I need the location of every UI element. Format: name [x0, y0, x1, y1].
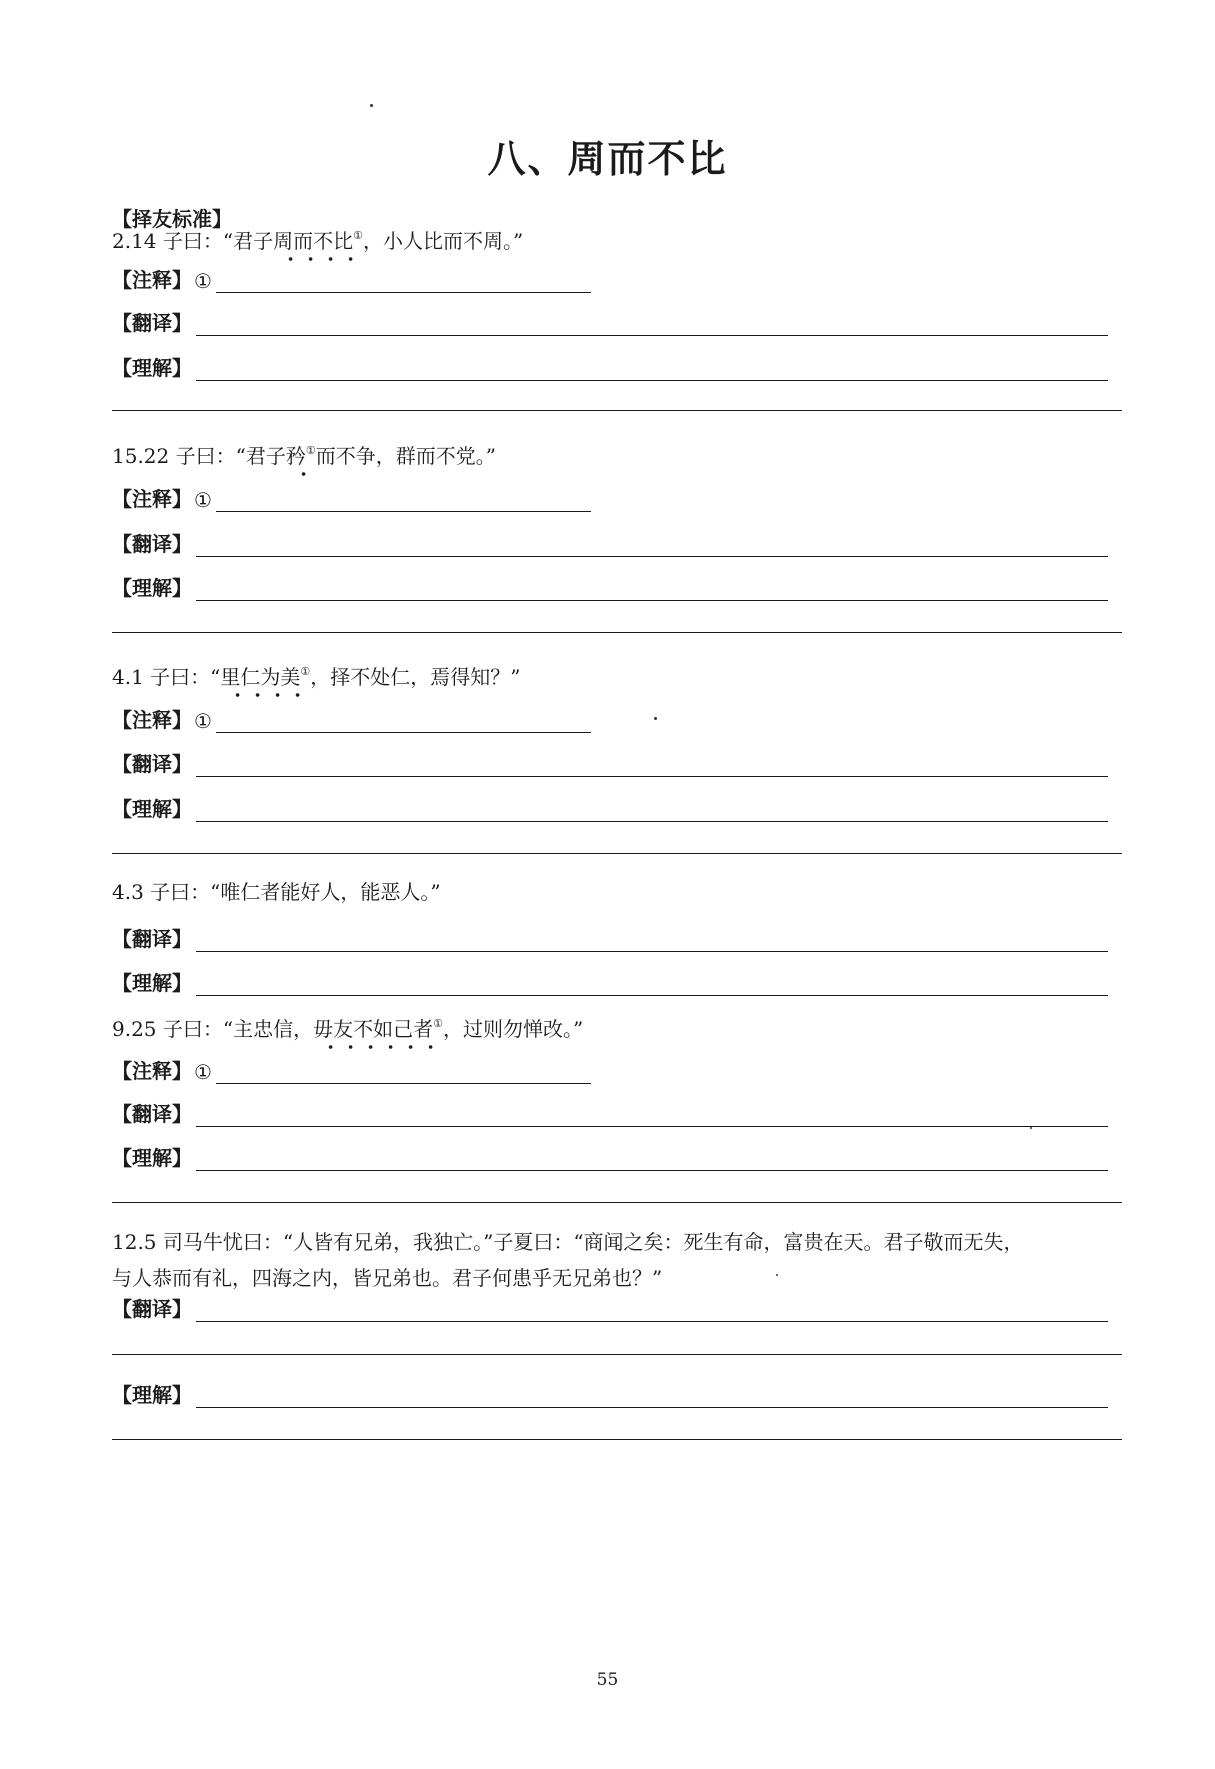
translation-row: [112, 529, 1108, 557]
note-answer-line[interactable]: [216, 270, 591, 293]
page-number: 55: [596, 1670, 619, 1690]
understanding-answer-line[interactable]: [196, 578, 1108, 601]
emphasized-phrase: 毋友不如己者: [313, 1017, 434, 1041]
passage-text: 2.14 子曰：“君子: [112, 229, 274, 253]
note-row: [112, 484, 591, 512]
footnote-number: ①: [194, 488, 212, 512]
note-label: 【注释】: [112, 1059, 192, 1083]
passage-text: 15.22 子曰：“君子: [112, 444, 286, 468]
footnote-marker: ①: [300, 665, 311, 678]
understanding-row: [112, 1380, 1108, 1408]
note-label: 【注释】: [112, 487, 192, 511]
section-heading: 【择友标准】: [112, 207, 232, 231]
translation-label: 【翻译】: [112, 752, 192, 776]
understanding-label: 【理解】: [112, 1146, 192, 1170]
understanding-label: 【理解】: [112, 1383, 192, 1407]
translation-row: [112, 924, 1108, 952]
translation-answer-line[interactable]: [196, 1299, 1108, 1322]
translation-label: 【翻译】: [112, 1297, 192, 1321]
note-row: [112, 705, 591, 733]
note-label: 【注释】: [112, 268, 192, 292]
translation-label: 【翻译】: [112, 532, 192, 556]
page-title: 八、周而不比: [487, 137, 728, 181]
understanding-label: 【理解】: [112, 576, 192, 600]
understanding-answer-line[interactable]: [196, 1148, 1108, 1171]
note-answer-line[interactable]: [216, 489, 591, 512]
passage-4-3: [112, 878, 441, 906]
understanding-answer-line-2[interactable]: [112, 410, 1122, 411]
footnote-number: ①: [194, 269, 212, 293]
translation-answer-line[interactable]: [196, 534, 1108, 557]
passage-text: ，过则勿惮改。”: [443, 1017, 584, 1041]
footnote-number: ①: [194, 709, 212, 733]
emphasized-phrase: 周而不比: [273, 229, 354, 253]
understanding-label: 【理解】: [112, 356, 192, 380]
passage-12-5: [112, 1228, 1024, 1292]
passage-text: 4.3 子曰：“唯仁者能好人，能恶人。”: [112, 880, 441, 904]
understanding-label: 【理解】: [112, 971, 192, 995]
understanding-label: 【理解】: [112, 797, 192, 821]
passage-text: ，择不处仁，焉得知？”: [310, 665, 521, 689]
translation-row: [112, 749, 1108, 777]
note-row: [112, 265, 591, 293]
understanding-answer-line[interactable]: [196, 1385, 1108, 1408]
translation-answer-line-2[interactable]: [112, 1354, 1122, 1355]
passage-15-22: [112, 437, 496, 470]
scan-speck: [1030, 1127, 1032, 1129]
footnote-marker: ①: [305, 444, 316, 457]
note-label: 【注释】: [112, 708, 192, 732]
understanding-row: [112, 1143, 1108, 1171]
emphasized-phrase: 矜: [285, 444, 306, 468]
note-answer-line[interactable]: [216, 710, 591, 733]
translation-answer-line[interactable]: [196, 1104, 1108, 1127]
footnote-marker: ①: [353, 229, 363, 242]
understanding-row: [112, 353, 1108, 381]
translation-answer-line[interactable]: [196, 929, 1108, 952]
translation-row: [112, 1099, 1108, 1127]
passage-text: 12.5 司马牛忧曰：“人皆有兄弟，我独亡。”子夏曰：“商闻之矣：死生有命，富贵在天。君子敬而无失，: [112, 1230, 1024, 1254]
understanding-answer-line[interactable]: [196, 973, 1108, 996]
passage-text: 4.1 子曰：“: [112, 665, 221, 689]
passage-text: ，小人比而不周。”: [363, 229, 524, 253]
understanding-row: [112, 573, 1108, 601]
understanding-answer-line-2[interactable]: [112, 1202, 1122, 1203]
scan-speck: [776, 1274, 778, 1276]
note-row: [112, 1056, 591, 1084]
translation-row: [112, 1294, 1108, 1322]
translation-label: 【翻译】: [112, 1102, 192, 1126]
scan-speck: [370, 104, 373, 107]
understanding-answer-line[interactable]: [196, 358, 1108, 381]
understanding-answer-line-2[interactable]: [112, 1439, 1122, 1440]
translation-row: [112, 308, 1108, 336]
understanding-answer-line-2[interactable]: [112, 632, 1122, 633]
passage-2-14: [112, 222, 523, 255]
passage-text: 与人恭而有礼，四海之内，皆兄弟也。君子何患乎无兄弟也？”: [112, 1266, 663, 1290]
footnote-marker: ①: [433, 1017, 443, 1030]
passage-4-1: [112, 658, 521, 691]
translation-label: 【翻译】: [112, 927, 192, 951]
emphasized-phrase: 里仁为美: [220, 665, 301, 689]
translation-answer-line[interactable]: [196, 754, 1108, 777]
passage-9-25: [112, 1010, 583, 1043]
note-answer-line[interactable]: [216, 1061, 591, 1084]
understanding-answer-line-2[interactable]: [112, 853, 1122, 854]
understanding-row: [112, 794, 1108, 822]
passage-text: 而不争，群而不党。”: [315, 444, 496, 468]
footnote-number: ①: [194, 1060, 212, 1084]
scan-speck: [654, 717, 657, 720]
passage-text: 9.25 子曰：“主忠信，: [112, 1017, 314, 1041]
translation-answer-line[interactable]: [196, 313, 1108, 336]
understanding-row: [112, 968, 1108, 996]
translation-label: 【翻译】: [112, 311, 192, 335]
understanding-answer-line[interactable]: [196, 799, 1108, 822]
